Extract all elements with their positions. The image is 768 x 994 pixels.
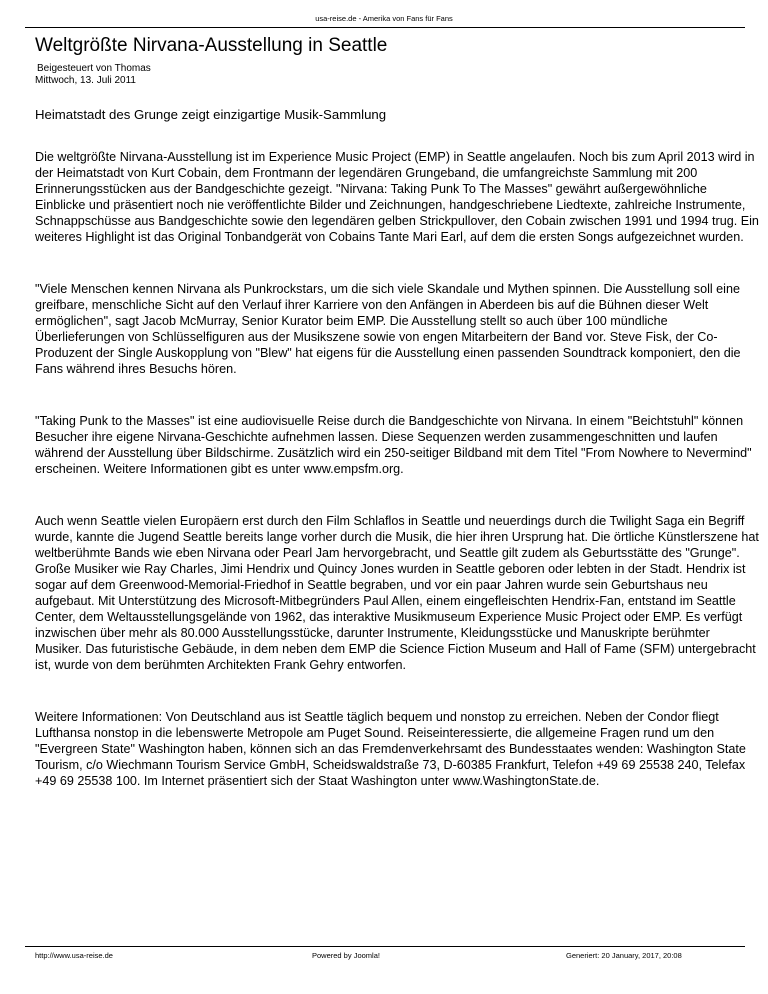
- site-header-text: usa-reise.de - Amerika von Fans für Fans: [315, 14, 453, 23]
- article-paragraph: "Viele Menschen kennen Nirvana als Punkrockstars, um die sich viele Skandale und Mythen spinnen. Die Ausstellung soll eine greifbare, menschliche Sicht auf den Verlauf ihrer Karriere von den Anfängen in Aberdeen bis auf die Bühnen dieser Welt ermöglichen", sagt Jacob McMurray, Senior Kurator beim EMP. Die Ausstellung stellt so auch über 100 mündliche Überlieferungen von Schlüsselfiguren aus der Musikszene sowie von engen Mitarbeitern der Band vor. Steve Fisk, der Co-Produzent der Single Auskopplung von "Blew" hat eigens für die Ausstellung einen passenden Soundtrack komponiert, den die Fans während ihres Besuchs hören.: [35, 282, 741, 376]
- article: [35, 34, 759, 789]
- footer-url: http://www.usa-reise.de: [35, 951, 113, 960]
- header-divider: [25, 27, 745, 28]
- article-author: Beigesteuert von Thomas: [37, 63, 151, 74]
- footer-powered-by: Powered by Joomla!: [312, 951, 380, 960]
- article-paragraph: Weitere Informationen: Von Deutschland aus ist Seattle täglich bequem und nonstop zu erreichen. Neben der Condor fliegt Lufthansa nonstop in die lebenswerte Metropole am Puget Sound. Reiseinteressierte, die allgemeine Fragen rund um den "Evergreen State" Washington haben, können sich an das Fremdenverkehrsamt des Bundesstaates wenden: Washington State Tourism, c/o Wiechmann Tourism Service GmbH, Scheidswaldstraße 73, D-60385 Frankfurt, Telefon +49 69 25538 240, Telefax +49 69 25538 100. Im Internet präsentiert sich der Staat Washington unter www.WashingtonState.de.: [35, 710, 746, 788]
- article-title: Weltgrößte Nirvana-Ausstellung in Seattle: [35, 35, 388, 56]
- article-meta: [35, 63, 759, 87]
- footer-divider: [25, 946, 745, 947]
- article-intro: Heimatstadt des Grunge zeigt einzigartige Musik-Sammlung: [35, 107, 387, 122]
- article-paragraph: Die weltgrößte Nirvana-Ausstellung ist im Experience Music Project (EMP) in Seattle angelaufen. Noch bis zum April 2013 wird in der Heimatstadt von Kurt Cobain, dem Frontmann der legendären Grungeband, die umfangreichste Sammlung mit 200 Erinnerungsstücken aus der Bandgeschichte gezeigt. "Nirvana: Taking Punk To The Masses" gewährt außergewöhnliche Einblicke und präsentiert noch nie veröffentlichte Bilder und Zeichnungen, handgeschriebene Liedtexte, zahlreiche Instrumente, Schnappschüsse aus Bandgeschichte sowie den legendären gelben Strickpullover, den Cobain zwischen 1991 und 1994 trug. Ein weiteres Highlight ist das Original Tonbandgerät von Cobains Tante Mari Earl, auf dem die ersten Songs aufgezeichnet wurden.: [35, 150, 759, 244]
- article-paragraph: Auch wenn Seattle vielen Europäern erst durch den Film Schlaflos in Seattle und neuerdings durch die Twilight Saga ein Begriff wurde, kannte die Jugend Seattle bereits lange vorher durch die Musik, die hier ihren Ursprung hat. Die örtliche Künstlerszene hat weltberühmte Bands wie eben Nirvana oder Pearl Jam hervorgebracht, und Seattle gilt zudem als Geburtsstätte des "Grunge". Große Musiker wie Ray Charles, Jimi Hendrix und Quincy Jones wurden in Seattle geboren oder lebten in der Stadt. Hendrix ist sogar auf dem Greenwood-Memorial-Friedhof in Seattle begraben, und vor ein paar Jahren wurde sein Geburtshaus neu aufgebaut. Mit Unterstützung des Microsoft-Mitbegründers Paul Allen, einem eingefleischten Hendrix-Fan, entstand im Seattle Center, dem Weltausstellungsgelände von 1962, das interaktive Musikmuseum Experience Music Project oder EMP. Es verfügt inzwischen über mehr als 80.000 Ausstellungsstücke, darunter Instrumente, Kleidungsstücke und Manuskripte berühmter Musiker. Das futuristische Gebäude, in dem neben dem EMP die Science Fiction Museum and Hall of Fame (SFM) untergebracht ist, wurde von dem berühmten Architekten Frank Gehry entworfen.: [35, 514, 759, 672]
- footer-generated-date: Generiert: 20 January, 2017, 20:08: [566, 951, 682, 960]
- article-paragraph: "Taking Punk to the Masses" ist eine audiovisuelle Reise durch die Bandgeschichte von Nirvana. In einem "Beichtstuhl" können Besucher ihre eigene Nirvana-Geschichte aufnehmen lassen. Diese Sequenzen werden zusammengeschnitten und laufen während der Ausstellung über Bildschirme. Zusätzlich wird ein 250-seitiger Bildband mit dem Titel "From Nowhere to Nevermind" erscheinen. Weitere Informationen gibt es unter www.empsfm.org.: [35, 414, 752, 476]
- article-date: Mittwoch, 13. Juli 2011: [35, 75, 136, 86]
